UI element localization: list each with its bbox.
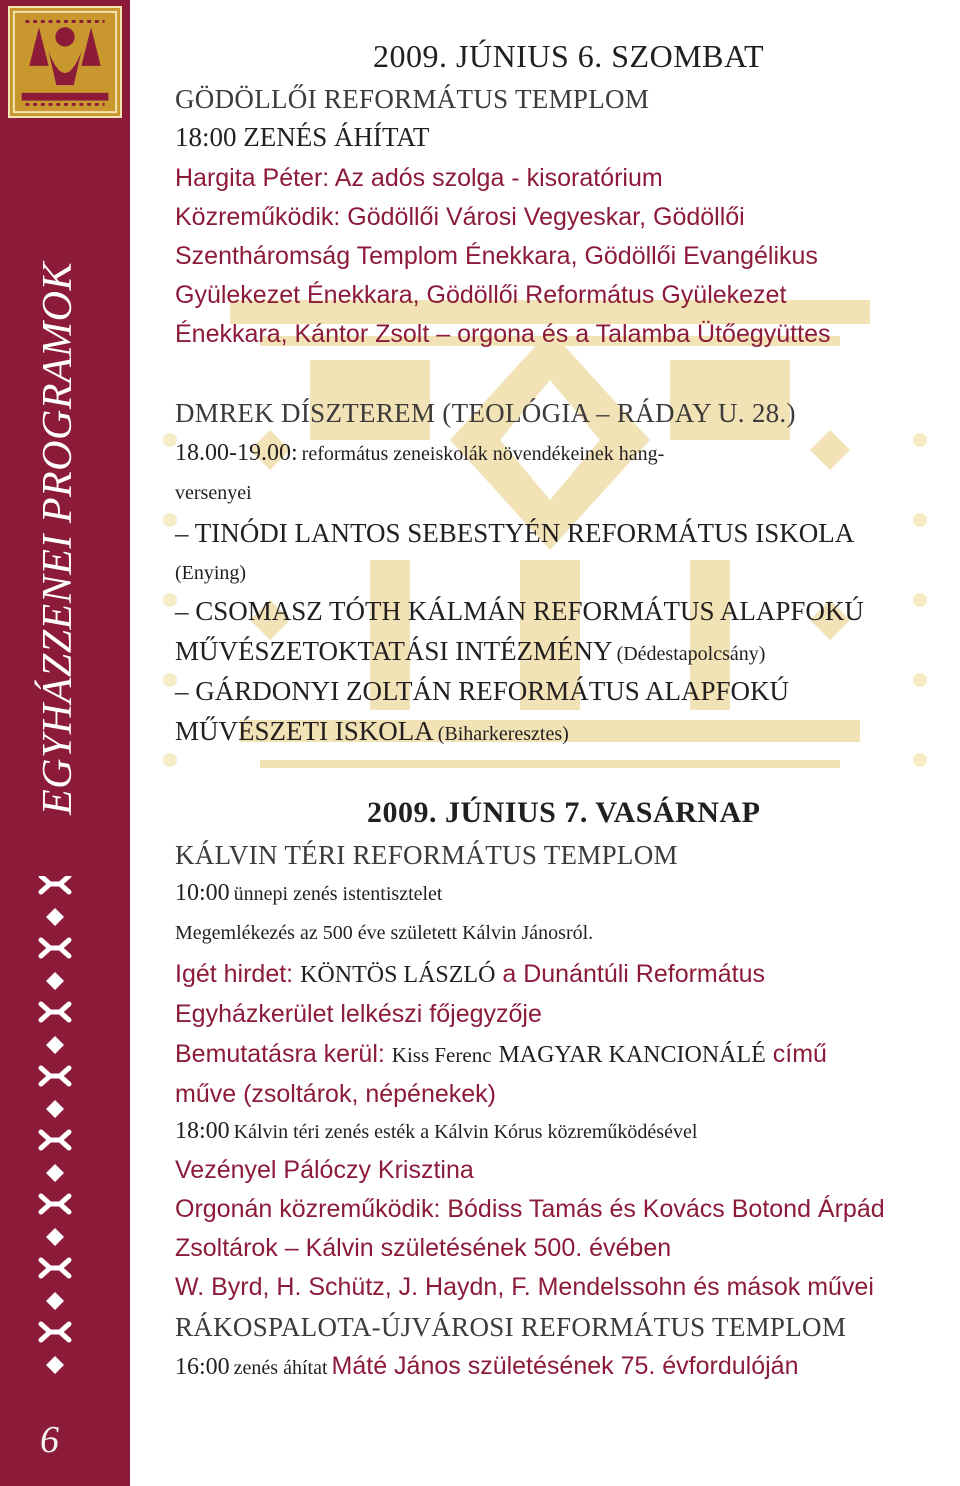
day2-psalms: Zsoltárok – Kálvin születésének 500. évében bbox=[175, 1234, 672, 1262]
day2-evening-line bbox=[175, 1118, 697, 1145]
day1-program-line-5: Énekkara, Kántor Zsolt – orgona és a Talamba Ütőegyüttes bbox=[175, 320, 831, 348]
school-gardonyi-line-2 bbox=[175, 716, 569, 747]
preacher-role: a Dunántúli Református bbox=[502, 960, 766, 988]
school-csomasz-location: (Dédestapolcsány) bbox=[616, 643, 766, 665]
preacher-label: Igét hirdet: bbox=[175, 960, 294, 988]
day2-preacher-line bbox=[175, 960, 765, 989]
day2-evening-time: 18:00 bbox=[175, 1118, 230, 1144]
premiere-work: MAGYAR KANCIONÁLÉ bbox=[498, 1042, 766, 1068]
day1-venue-godollo: GÖDÖLLŐI REFORMÁTUS TEMPLOM bbox=[175, 84, 650, 114]
day1-venue-dmrek: DMREK DÍSZTEREM (TEOLÓGIA – RÁDAY U. 28.) bbox=[175, 398, 796, 428]
day1-concert-desc: református zeneiskolák növendékeinek hang- bbox=[301, 443, 665, 465]
day1-program-line-3: Szentháromság Templom Énekkara, Gödöllői Evangélikus bbox=[175, 242, 818, 270]
day2-rakospalota-desc: zenés áhítat bbox=[233, 1357, 328, 1379]
sidebar bbox=[0, 0, 130, 1486]
day1-program-line-4: Gyülekezet Énekkara, Gödöllői Református Gyülekezet bbox=[175, 281, 787, 309]
day1-concert-desc-2: versenyei bbox=[175, 482, 252, 504]
day2-date: 2009. JÚNIUS 7. VASÁRNAP bbox=[367, 796, 761, 829]
day2-service-time: 10:00 bbox=[175, 880, 230, 906]
preacher-name: KÖNTÖS LÁSZLÓ bbox=[300, 962, 496, 988]
day1-date: 2009. JÚNIUS 6. SZOMBAT bbox=[373, 38, 765, 74]
day2-premiere-line bbox=[175, 1040, 827, 1069]
day2-rakospalota-time: 16:00 bbox=[175, 1354, 230, 1380]
school-tinodi-location: (Enying) bbox=[175, 562, 247, 584]
school-tinodi: – TINÓDI LANTOS SEBESTYÉN REFORMÁTUS ISKOLA bbox=[175, 518, 855, 548]
day2-evening-desc: Kálvin téri zenés esték a Kálvin Kórus közreműködésével bbox=[233, 1121, 698, 1143]
day2-venue-rakospalota: RÁKOSPALOTA-ÚJVÁROSI REFORMÁTUS TEMPLOM bbox=[175, 1312, 847, 1342]
day2-service-desc: ünnepi zenés istentisztelet bbox=[233, 883, 443, 905]
day2-preacher-line-2: Egyházkerület lelkészi főjegyzője bbox=[175, 1000, 542, 1028]
premiere-composer: Kiss Ferenc bbox=[391, 1043, 492, 1067]
day2-service-line bbox=[175, 880, 443, 907]
day1-time-1800: 18:00 ZENÉS ÁHÍTAT bbox=[175, 122, 430, 152]
day1-concert-time: 18.00-19.00: bbox=[175, 440, 298, 466]
day2-commemoration: Megemlékezés az 500 éve született Kálvin Jánosról. bbox=[175, 922, 594, 944]
premiere-label: Bemutatásra kerül: bbox=[175, 1040, 385, 1068]
premiere-suffix: című bbox=[772, 1040, 827, 1068]
day2-rakospalota-line bbox=[175, 1352, 798, 1381]
day2-rakospalota-anniversary: Máté János születésének 75. évfordulóján bbox=[331, 1352, 799, 1380]
day1-concert-line bbox=[175, 440, 664, 467]
day2-premiere-line-2: műve (zsoltárok, népénekek) bbox=[175, 1080, 496, 1108]
day2-venue-kalvin: KÁLVIN TÉRI REFORMÁTUS TEMPLOM bbox=[175, 840, 678, 870]
school-csomasz-line-2 bbox=[175, 636, 765, 667]
day2-composers: W. Byrd, H. Schütz, J. Haydn, F. Mendelssohn és mások művei bbox=[175, 1273, 874, 1301]
day2-organists: Orgonán közreműködik: Bódiss Tamás és Kovács Botond Árpád bbox=[175, 1195, 885, 1223]
school-gardonyi-name-2: MŰVÉSZETI ISKOLA bbox=[175, 716, 434, 746]
day2-conductor: Vezényel Pálóczy Krisztina bbox=[175, 1156, 474, 1184]
day1-program-line-1: Hargita Péter: Az adós szolga - kisoratórium bbox=[175, 164, 663, 192]
church-bird-emblem-icon bbox=[8, 6, 122, 118]
folk-ornament-icon bbox=[38, 876, 72, 1396]
day1-program-line-2: Közreműködik: Gödöllői Városi Vegyeskar, Gödöllői bbox=[175, 203, 745, 231]
school-gardonyi-location: (Biharkeresztes) bbox=[437, 723, 569, 745]
school-csomasz: – CSOMASZ TÓTH KÁLMÁN REFORMÁTUS ALAPFOKÚ bbox=[175, 596, 864, 626]
page-number: 6 bbox=[40, 1419, 59, 1461]
school-gardonyi: – GÁRDONYI ZOLTÁN REFORMÁTUS ALAPFOKÚ bbox=[175, 676, 790, 706]
sidebar-title: EGYHÁZZENEI PROGRAMOK bbox=[35, 262, 81, 815]
school-csomasz-name-2: MŰVÉSZETOKTATÁSI INTÉZMÉNY bbox=[175, 636, 613, 666]
